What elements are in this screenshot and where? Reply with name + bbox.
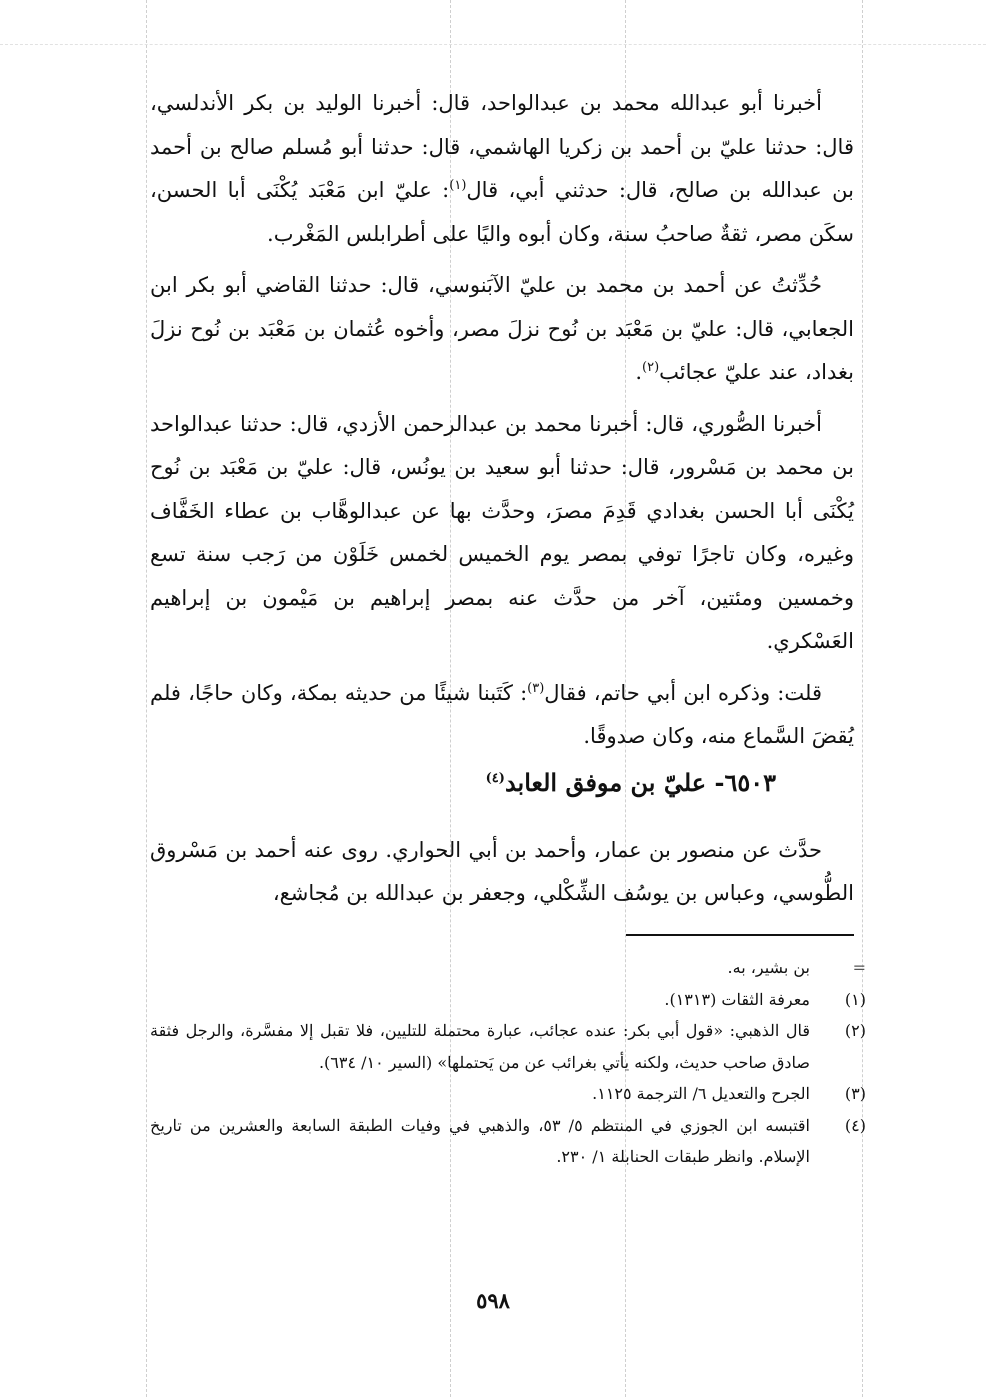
footnote bbox=[150, 1110, 866, 1173]
footnote-number: (١) bbox=[844, 989, 866, 1009]
footnote-text: الجرح والتعديل ٦/ الترجمة ١١٢٥. bbox=[592, 1084, 810, 1103]
paragraph: أخبرنا أبو عبدالله محمد بن عبدالواحد، قال: أخبرنا الوليد بن بكر الأندلسي، قال: حدثنا عليّ بن أحمد بن زكريا الهاشمي، قال: حدثنا أبو مُسلم صالح بن أحمد بن عبدالله بن صالح، قال: حدثني أبي، قال$^{(١)}$: عليّ ابن مَعْبَد يُكْنَى أبا الحسن، سكَن مصر، ثقةٌ صاحبُ سنة، وكان أبوه واليًا على أطرابلس المَغْرب. bbox=[150, 91, 854, 246]
footnote bbox=[150, 1078, 866, 1110]
footnote-text: معرفة الثقات (١٣١٣). bbox=[664, 989, 810, 1009]
footnote-reference: (٤) bbox=[485, 770, 505, 786]
footnote-number: = bbox=[852, 958, 866, 977]
footnote-number: (٤) bbox=[844, 1115, 866, 1135]
footnote-separator bbox=[626, 934, 854, 936]
paragraph: حُدِّثتُ عن أحمد بن محمد بن عليّ الآبَنوسي، قال: حدثنا القاضي أبو بكر ابن الجعابي، قال: عليّ بن مَعْبَد بن نُوح نزلَ مصر، وأخوه عُثمان بن مَعْبَد بن نُوح نزلَ بغداد، عند عليّ عجائب$^{(٢)}$. bbox=[150, 273, 854, 384]
footnote-reference: (١) bbox=[449, 178, 467, 193]
footnote-text: بن بشير، به. bbox=[727, 958, 810, 977]
paragraph: قلت: وذكره ابن أبي حاتم، فقال$^{(٣)}$: كَتَبنا شيئًا من حديثه بمكة، وكان حاجًا، فلم يُقضَ السَّماع منه، وكان صدوقًا. bbox=[150, 680, 854, 748]
footnote-number: (٢) bbox=[844, 1021, 866, 1040]
footnote-text: قال الذهبي: «قول أبي بكر: عنده عجائب، عبارة محتملة للتليين، فلا تقبل إلا مفسَّرة، والرجل فثقة صادق صاحب حديث، ولكنه يأتي بغرائب عن من يَحتملها» (السير ١٠/ ٦٣٤). bbox=[150, 1021, 810, 1072]
paragraph: حدَّث عن منصور بن عمار، وأحمد بن أبي الحواري. روى عنه أحمد بن مَسْروق الطُّوسي، وعباس بن يوسُف الشِّكْلي، وجعفر بن عبدالله بن مُجاشع، bbox=[150, 837, 854, 905]
footnote-number: (٣) bbox=[844, 1084, 866, 1103]
footnotes bbox=[150, 952, 866, 1173]
scan-guide-line bbox=[146, 0, 147, 1397]
main-text bbox=[150, 82, 854, 916]
paragraph: أخبرنا الصُّوري، قال: أخبرنا محمد بن عبدالرحمن الأزدي، قال: حدثنا عبدالواحد بن محمد بن مَسْرور، قال: حدثنا أبو سعيد بن يونُس، قال: عليّ بن مَعْبَد بن نُوح يُكْنَى أبا الحسن بغدادي قَدِمَ مصرَ، وحدَّث بها عن عبدالوهَّاب بن عطاء الخَفَّاف وغيره، وكان تاجرًا توفي بمصر يوم الخميس لخمس خَلَوْن من رَجب سنة تسع وخمسين ومئتين، آخر من حدَّث عنه بمصر إبراهيم بن مَيْمون بن إبراهيم العَسْكري. bbox=[150, 411, 854, 653]
footnote bbox=[150, 984, 866, 1016]
entry-heading: ٦٥٠٣- عليّ بن موفق العابد$^{(٤)}$ bbox=[485, 767, 776, 797]
footnote-text: اقتبسه ابن الجوزي في المنتظم ٥/ ٥٣، والذهبي في وفيات الطبقة السابعة والعشرين من تاريخ الإسلام. وانظر طبقات الحنابلة ١/ ٢٣٠. bbox=[150, 1115, 810, 1166]
footnote-reference: (٣) bbox=[527, 680, 545, 696]
scan-guide-line bbox=[862, 0, 863, 1397]
footnote bbox=[150, 1015, 866, 1078]
footnote-reference: (٢) bbox=[642, 360, 660, 375]
footnote bbox=[150, 952, 866, 984]
scan-guide-line bbox=[0, 44, 986, 45]
page-number: ٥٩٨ bbox=[476, 1288, 510, 1313]
